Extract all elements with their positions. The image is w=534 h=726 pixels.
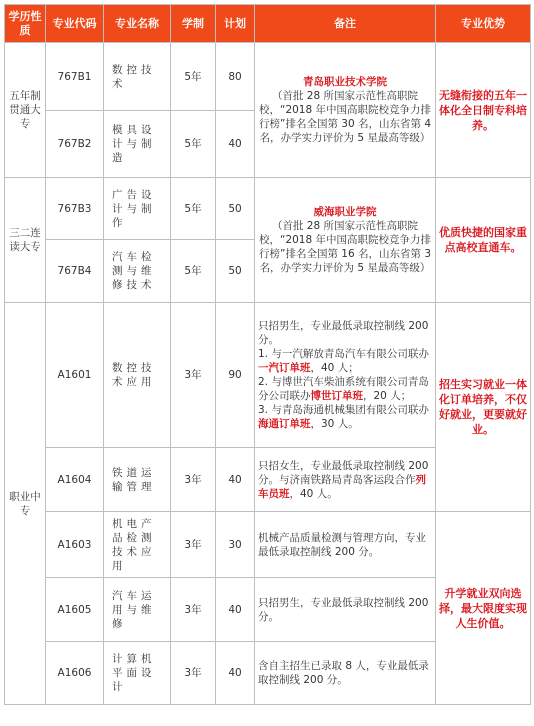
major-name-cell: 汽车运用与维修 [104,578,171,642]
header-major-code: 专业代码 [46,5,104,43]
remarks-cell [255,303,436,448]
table-row [5,303,531,448]
table-row [5,178,531,240]
major-code-cell: 767B1 [46,43,104,111]
major-code-cell: A1601 [46,303,104,448]
remarks-cell [255,178,436,303]
major-name-cell: 广告设计与制作 [104,178,171,240]
order-class-highlight: 列车员班 [258,473,426,500]
remark-intro: 只招男生，专业最低录取控制线 200 分。 [258,320,429,346]
plan-cell: 80 [216,43,255,111]
remark-item: 2. 与博世汽车柴油系统有限公司青岛分公司联办博世订单班，20 人； [258,376,429,402]
enrollment-table [4,4,531,705]
plan-cell: 90 [216,303,255,448]
header-row [5,5,531,43]
major-name-cell: 计算机平面设计 [104,642,171,705]
major-code-cell: 767B2 [46,111,104,178]
table-row [5,512,531,578]
plan-cell: 50 [216,178,255,240]
remark-item: 1. 与一汽解放青岛汽车有限公司联办一汽订单班，40 人； [258,348,429,374]
major-code-cell: A1606 [46,642,104,705]
plan-cell: 30 [216,512,255,578]
order-class-highlight: 一汽订单班 [258,362,311,374]
order-class-highlight: 海通订单班 [258,418,311,430]
major-name-cell: 汽车检测与维修技术 [104,240,171,303]
school-description: （首批 28 所国家示范性高职院校，“2018 年中国高职院校竞争力排行榜”排名全国第 16 名，山东省第 3 名，办学实力评价为 5 星最高等级） [259,220,431,274]
remarks-cell: 只招女生，专业最低录取控制线 200 分。与济南铁路局青岛客运段合作列车员班，40 人。 [255,448,436,512]
major-code-cell: A1604 [46,448,104,512]
major-name-cell: 数控技术 [104,43,171,111]
major-name-cell: 铁道运输管理 [104,448,171,512]
major-code-cell: A1603 [46,512,104,578]
duration-cell: 3年 [171,512,216,578]
school-name: 威海职业学院 [313,206,377,218]
major-name-cell: 数控技术应用 [104,303,171,448]
major-code-cell: A1605 [46,578,104,642]
duration-cell: 5年 [171,111,216,178]
plan-cell: 40 [216,642,255,705]
header-major-name: 专业名称 [104,5,171,43]
remarks-cell: 只招男生，专业最低录取控制线 200 分。 [255,578,436,642]
remarks-cell: 含自主招生已录取 8 人，专业最低录取控制线 200 分。 [255,642,436,705]
education-type-cell: 五年制贯通大专 [5,43,46,178]
duration-cell: 5年 [171,178,216,240]
major-name-cell: 机电产品检测技术应用 [104,512,171,578]
header-remarks: 备注 [255,5,436,43]
duration-cell: 3年 [171,303,216,448]
header-education-type: 学历性质 [5,5,46,43]
header-advantage: 专业优势 [436,5,531,43]
school-description: （首批 28 所国家示范性高职院校，“2018 年中国高职院校竞争力排行榜”排名全国第 30 名，山东省第 4 名，办学实力评价为 5 星最高等级） [259,90,431,144]
order-class-highlight: 博世订单班 [310,390,363,402]
education-type-cell: 三二连读大专 [5,178,46,303]
advantage-cell: 无缝衔接的五年一体化全日制专科培养。 [436,43,531,178]
duration-cell: 3年 [171,642,216,705]
advantage-cell: 招生实习就业一体化订单培养，不仅好就业，更要就好业。 [436,303,531,512]
duration-cell: 5年 [171,240,216,303]
remarks-cell [255,43,436,178]
remarks-cell: 机械产品质量检测与管理方向，专业最低录取控制线 200 分。 [255,512,436,578]
duration-cell: 3年 [171,578,216,642]
major-name-cell: 模具设计与制造 [104,111,171,178]
duration-cell: 5年 [171,43,216,111]
plan-cell: 40 [216,578,255,642]
plan-cell: 40 [216,111,255,178]
table-row [5,43,531,111]
plan-cell: 40 [216,448,255,512]
header-duration: 学制 [171,5,216,43]
plan-cell: 50 [216,240,255,303]
major-code-cell: 767B4 [46,240,104,303]
education-type-cell: 职业中专 [5,303,46,705]
advantage-cell: 优质快捷的国家重点高校直通车。 [436,178,531,303]
header-plan: 计划 [216,5,255,43]
major-code-cell: 767B3 [46,178,104,240]
remark-item: 3. 与青岛海通机械集团有限公司联办海通订单班，30 人。 [258,404,429,430]
school-name: 青岛职业技术学院 [303,76,387,88]
advantage-cell: 升学就业双向选择，最大限度实现人生价值。 [436,512,531,705]
duration-cell: 3年 [171,448,216,512]
